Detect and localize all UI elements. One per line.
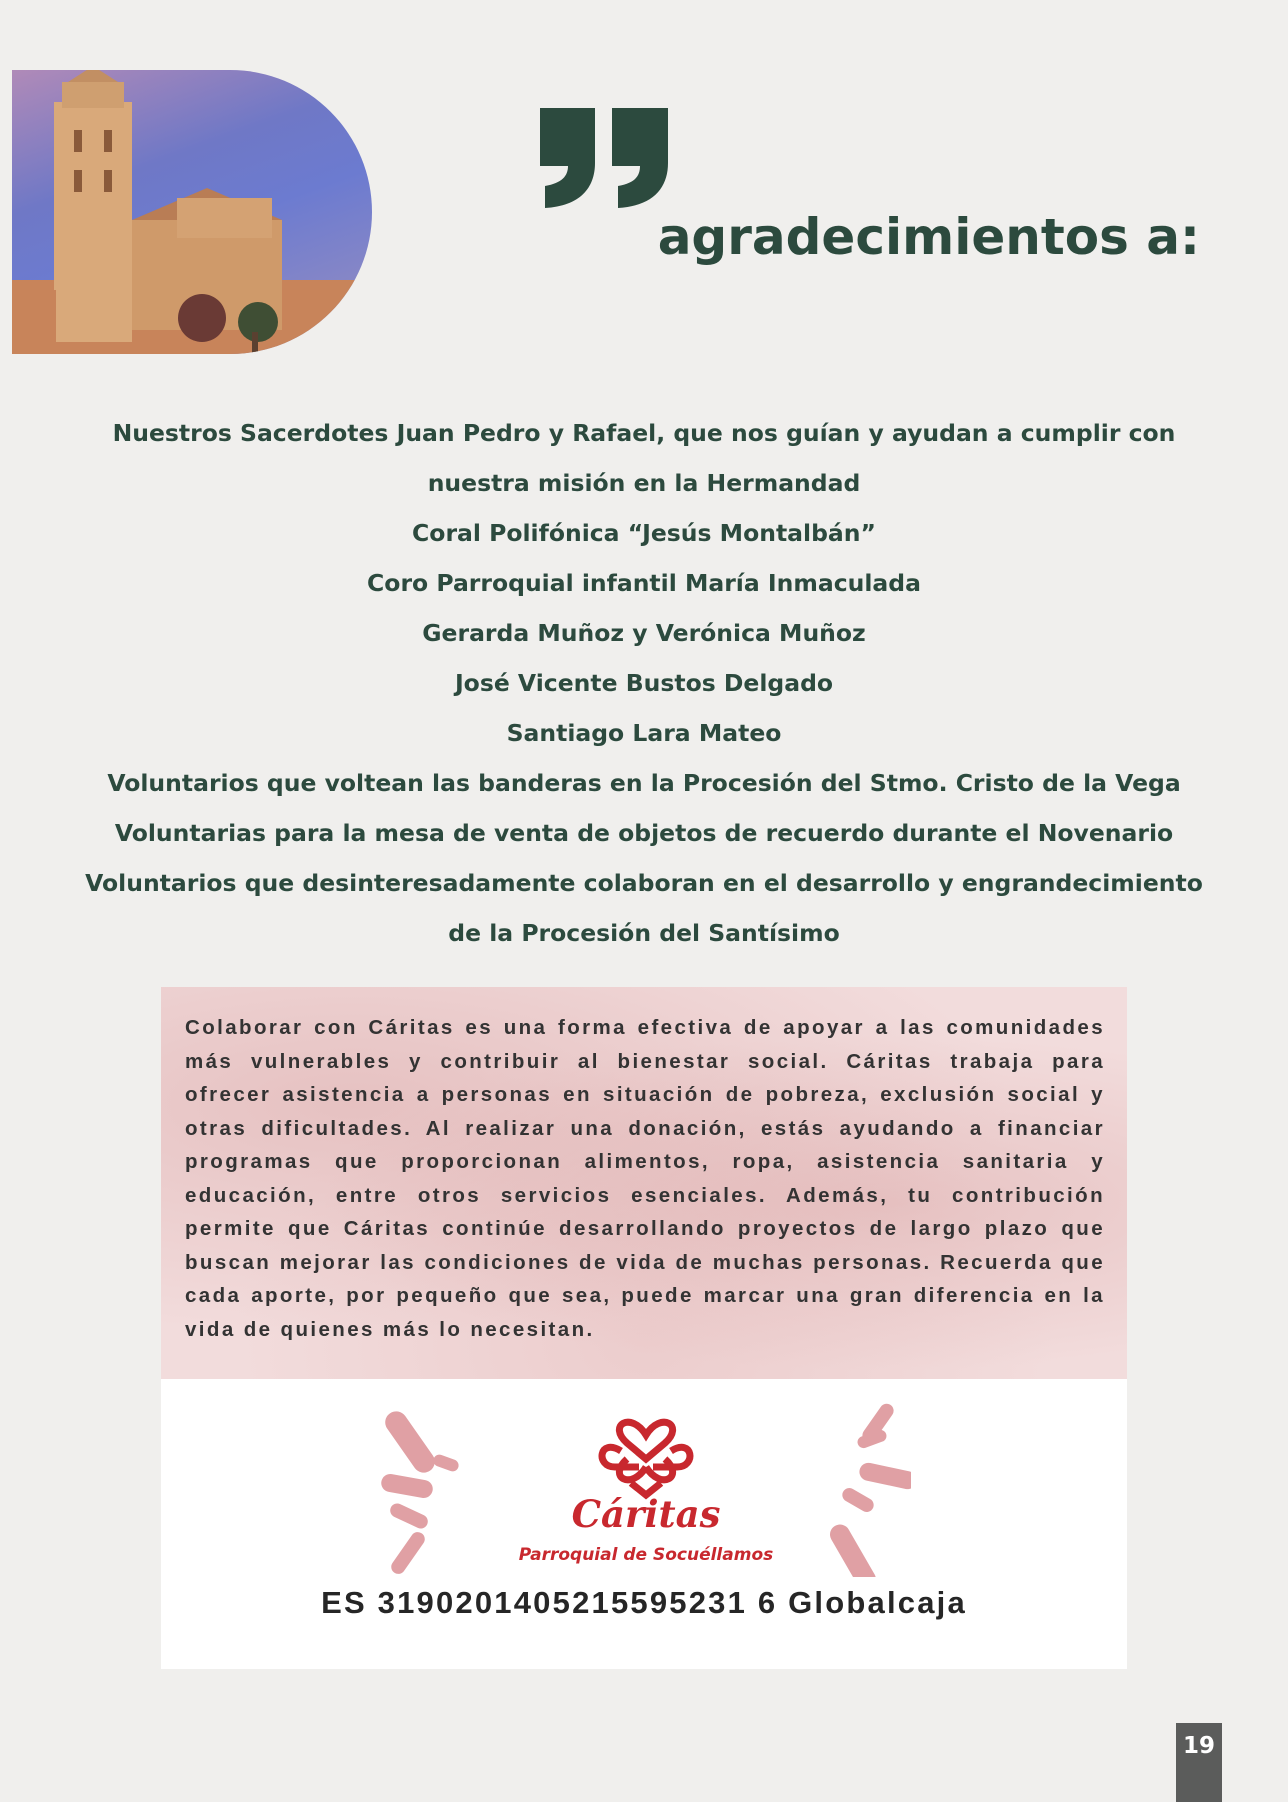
thanks-line: Voluntarias para la mesa de venta de objetos de recuerdo durante el Novenario [114, 819, 1174, 847]
church-illustration [12, 70, 372, 354]
caritas-description: Colaborar con Cáritas es una forma efectiva de apoyar a las comunidades más vulnerables y contribuir al bienestar social. Cáritas trabaja para ofrecer asistencia a personas en situación de pobreza, exclusión social y otras dificultades. Al realizar una donación, estás ayudando a financiar programas que proporcionan alimentos, ropa, asistencia sanitaria y educación, entre otros servicios esenciales. Además, tu contribución permite que Cáritas continúe desarrollando proyectos de largo plazo que buscan mejorar las condiciones de vida de muchas personas. Recuerda que cada aporte, por pequeño que sea, puede marcar una gran diferencia en la vida de quienes más lo necesitan. [185, 1016, 1105, 1341]
caritas-logo-name: Cáritas [571, 1492, 721, 1536]
page-number: 19 [1176, 1723, 1222, 1802]
thanks-line: José Vicente Bustos Delgado [454, 669, 834, 697]
caritas-text-background [161, 987, 1127, 1379]
thanks-line: Voluntarios que desinteresadamente colaboran en el desarrollo y engrandecimiento [85, 869, 1203, 897]
thanks-line: Coral Polifónica “Jesús Montalbán” [412, 519, 876, 547]
iban-account: ES 3190201405215595231 6 Globalcaja [321, 1585, 967, 1620]
thanks-line: Santiago Lara Mateo [506, 719, 782, 747]
church-photo [12, 70, 372, 354]
thanks-line: Coro Parroquial infantil María Inmaculada [367, 569, 921, 597]
thanks-list [60, 408, 1228, 958]
thanks-line: Voluntarios que voltean las banderas en la Procesión del Stmo. Cristo de la Vega [107, 769, 1181, 797]
closing-quote-icon [540, 108, 675, 208]
caritas-donation-card [161, 987, 1127, 1669]
thanks-line: de la Procesión del Santísimo [448, 919, 840, 947]
caritas-logo [381, 1397, 911, 1577]
thanks-line: nuestra misión en la Hermandad [427, 469, 861, 497]
caritas-logo-subtitle: Parroquial de Socuéllamos [518, 1545, 774, 1565]
thanks-line: Nuestros Sacerdotes Juan Pedro y Rafael, que nos guían y ayudan a cumplir con [112, 419, 1176, 447]
thanks-line: Gerarda Muñoz y Verónica Muñoz [422, 619, 866, 647]
page-title: agradecimientos a: [657, 208, 1200, 266]
